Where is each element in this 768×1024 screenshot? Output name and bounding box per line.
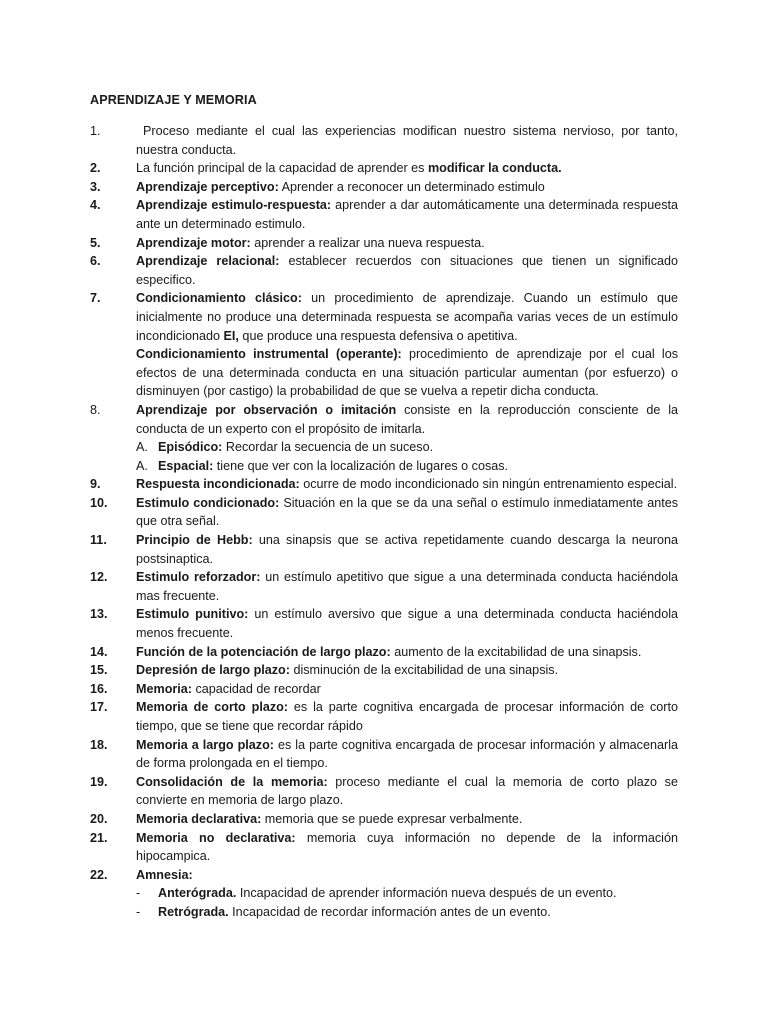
item-text: Respuesta incondicionada: ocurre de modo incondicionado sin ningún entrenamiento especial. [136, 477, 678, 492]
item-text: Episódico: Recordar la secuencia de un suceso. [158, 440, 434, 455]
item-number: 15. [90, 663, 108, 678]
item-text: Amnesia: [136, 867, 193, 882]
item-text: Retrógrada. Incapacidad de recordar información antes de un evento. [158, 904, 551, 919]
item-number: 4. [90, 198, 101, 213]
dash-bullet: - [136, 904, 141, 919]
list-item [0, 252, 768, 289]
item-text: Aprendizaje estimulo-respuesta: aprender a dar automáticamente una determinada respuesta ante un determinado estimulo. [136, 198, 678, 231]
list-subitem [0, 438, 768, 457]
item-text: Condicionamiento instrumental (operante): procedimiento de aprendizaje por el cual los efectos de una determinada conducta en una situación particular aumentan (por esfuerzo) o disminuyen (por castigo) la probabilidad de que se vuelva a repetir dicha conducta. [136, 347, 678, 399]
item-text: Aprendizaje relacional: establecer recuerdos con situaciones que tienen un significado especifico. [136, 254, 679, 287]
list-item [0, 475, 768, 494]
item-number: 8. [90, 402, 101, 417]
item-text: Estimulo condicionado: Situación en la que se da una señal o estímulo inmediatamente antes que otra señal. [136, 495, 679, 529]
item-number: 5. [90, 235, 101, 250]
list-item [0, 122, 768, 159]
item-number: 3. [90, 179, 101, 194]
dash-bullet: - [136, 886, 141, 901]
list-item [0, 661, 768, 680]
item-number: 22. [90, 867, 108, 882]
item-text: Memoria de corto plazo: es la parte cognitiva encargada de procesar información de corto tiempo, que se tiene que recordar rápido [136, 700, 678, 733]
item-text: Consolidación de la memoria: proceso mediante el cual la memoria de corto plazo se convierte en memoria de largo plazo. [136, 774, 678, 808]
list-item [0, 531, 768, 568]
item-number: 10. [90, 495, 108, 510]
list-item [0, 829, 768, 866]
item-number: 14. [90, 644, 108, 659]
list-item [0, 568, 768, 605]
item-number: 2. [90, 161, 101, 176]
item-text: Estimulo punitivo: un estímulo aversivo que sigue a una determinada conducta haciéndola menos frecuente. [136, 607, 678, 641]
item-text: Condicionamiento clásico: un procedimiento de aprendizaje. Cuando un estímulo que inicialmente no produce una determinada respuesta se acompaña varias veces de un estímulo incondicionado EI, que produce una respuesta defensiva o apetitiva. [136, 291, 678, 343]
item-text: Función de la potenciación de largo plazo: aumento de la excitabilidad de una sinapsis. [136, 644, 642, 659]
list-subitem [0, 457, 768, 476]
item-number: 7. [90, 291, 101, 306]
item-number: 17. [90, 700, 108, 715]
item-text: La función principal de la capacidad de aprender es modificar la conducta. [136, 161, 562, 176]
item-text: Memoria a largo plazo: es la parte cognitiva encargada de procesar información y almacenarla de forma prolongada en el tiempo. [136, 737, 678, 771]
item-text: Memoria declarativa: memoria que se puede expresar verbalmente. [136, 811, 523, 826]
item-number: 11. [90, 533, 107, 548]
list-item [0, 401, 768, 438]
item-number: 21. [90, 830, 108, 845]
list-item [0, 178, 768, 197]
list-item [0, 680, 768, 699]
list-subitem [0, 903, 768, 922]
list-item [0, 643, 768, 662]
item-text: Aprendizaje perceptivo: Aprender a reconocer un determinado estimulo [136, 179, 545, 194]
list-item [0, 159, 768, 178]
item-number: 1. [90, 124, 101, 138]
item-text: Memoria: capacidad de recordar [136, 681, 321, 696]
definitions-list [0, 122, 768, 922]
item-text: Estimulo reforzador: un estímulo apetitivo que sigue a una determinada conducta haciéndola mas frecuente. [136, 570, 679, 603]
list-item [0, 345, 768, 401]
item-number: 18. [90, 737, 108, 752]
item-number: 13. [90, 607, 108, 622]
item-number: 6. [90, 254, 101, 269]
item-text: Aprendizaje por observación o imitación consiste en la reproducción consciente de la conducta de un experto con el propósito de imitarla. [136, 402, 678, 436]
item-text: Espacial: tiene que ver con la localización de lugares o cosas. [158, 458, 509, 473]
item-text: Aprendizaje motor: aprender a realizar una nueva respuesta. [136, 235, 485, 250]
item-number: 20. [90, 811, 108, 826]
item-text: Proceso mediante el cual las experiencias modifican nuestro sistema nervioso, por tanto, nuestra conducta. [136, 124, 678, 157]
list-item [0, 289, 768, 345]
item-number: 9. [90, 477, 101, 492]
list-item [0, 494, 768, 531]
list-item [0, 773, 768, 810]
item-text: Principio de Hebb: una sinapsis que se activa repetidamente cuando descarga la neurona postsinaptica. [136, 533, 678, 566]
list-item [0, 196, 768, 233]
subitem-letter: A. [136, 458, 148, 473]
list-item [0, 698, 768, 735]
item-number: 12. [90, 570, 108, 585]
item-text: Anterógrada. Incapacidad de aprender información nueva después de un evento. [158, 886, 617, 901]
list-item [0, 605, 768, 642]
item-number: 16. [90, 681, 108, 696]
subitem-letter: A. [136, 440, 148, 455]
list-item [0, 810, 768, 829]
item-number: 19. [90, 774, 108, 789]
item-text: Depresión de largo plazo: disminución de la excitabilidad de una sinapsis. [136, 663, 559, 678]
item-text: Memoria no declarativa: memoria cuya información no depende de la información hipocampica. [136, 830, 678, 864]
list-item [0, 736, 768, 773]
list-item [0, 234, 768, 253]
list-item [0, 866, 768, 885]
list-subitem [0, 884, 768, 903]
document-title: APRENDIZAJE Y MEMORIA [90, 93, 257, 107]
